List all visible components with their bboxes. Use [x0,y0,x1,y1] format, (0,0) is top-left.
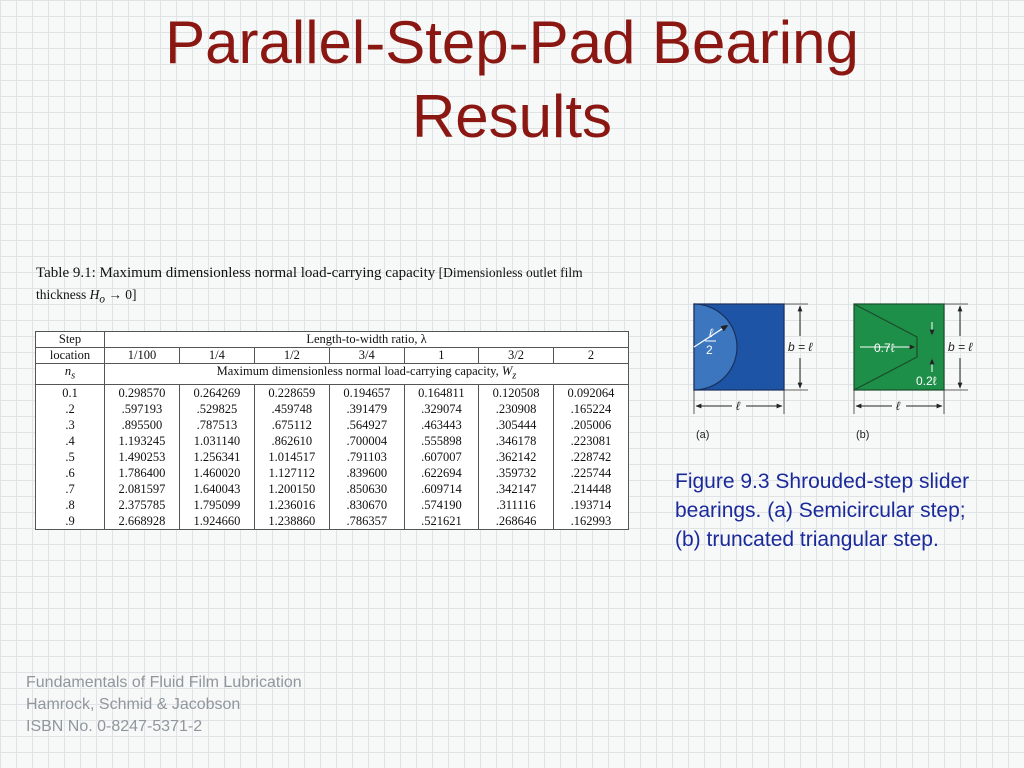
table-caption-lead: Table 9.1: Maximum dimensionless normal load-carrying capacity [36,265,436,281]
label-0.7l: 0.7ℓ [874,341,895,355]
results-table [35,331,629,530]
table-caption [36,262,636,311]
capacity-cell: 2.081597 [105,481,180,497]
capacity-cell: .607007 [404,449,478,465]
capacity-cell: .622694 [404,465,478,481]
capacity-cell: 1.238860 [254,513,329,530]
capacity-cell: .700004 [329,433,404,449]
step-subscript: s [71,370,76,382]
capacity-cell: .346178 [479,433,554,449]
table-row [36,401,629,417]
table-row [36,465,629,481]
step-location-cell: .9 [36,513,105,530]
capacity-cell: 0.228659 [254,384,329,401]
header-row-3 [36,364,629,385]
capacity-cell: .223081 [553,433,628,449]
figure-caption: Figure 9.3 Shrouded-step slider bearings. (a) Semicircular step; (b) truncated triangular step. [675,470,970,551]
capacity-cell: 0.264269 [179,384,254,401]
slide-title [0,6,1024,154]
label-b: (b) [856,429,870,441]
footer-book-title: Fundamentals of Fluid Film Lubrication [26,674,302,691]
capacity-cell: 1.031140 [179,433,254,449]
step-symbol: n [64,364,72,378]
capacity-cell: .555898 [404,433,478,449]
capacity-cell: 1.236016 [254,497,329,513]
step-location-cell: .7 [36,481,105,497]
table-caption-tail: → 0] [108,287,137,302]
bearing-diagrams [680,296,1000,444]
capacity-cell: 1.014517 [254,449,329,465]
capacity-cell: .342147 [479,481,554,497]
capacity-cell: .214448 [553,481,628,497]
footer-isbn: ISBN No. 0-8247-5371-2 [26,718,203,735]
capacity-cell: 1.490253 [105,449,180,465]
capacity-cell: 1.795099 [179,497,254,513]
capacity-cell: .839600 [329,465,404,481]
table-row [36,513,629,530]
table-row [36,417,629,433]
capacity-cell: .521621 [404,513,478,530]
label-a: (a) [696,429,710,441]
footer-authors: Hamrock, Schmid & Jacobson [26,696,241,713]
capacity-cell: .193714 [553,497,628,513]
bearing-figure [680,296,1000,449]
capacity-cell: 2.668928 [105,513,180,530]
length-label-b: ℓ [896,399,900,413]
ratio-cell: 2 [553,348,628,364]
step-location-cell: .3 [36,417,105,433]
header-row-1 [36,332,629,348]
capacity-cell: 1.256341 [179,449,254,465]
capacity-cell: .529825 [179,401,254,417]
capacity-subscript: z [512,370,517,382]
capacity-cell: .162993 [553,513,628,530]
table-row [36,433,629,449]
ratio-header: Length-to-width ratio, λ [105,332,629,348]
table-row [36,481,629,497]
capacity-cell: .862610 [254,433,329,449]
capacity-cell: .459748 [254,401,329,417]
step-location-cell: .4 [36,433,105,449]
capacity-cell: .574190 [404,497,478,513]
ratio-cell: 1 [404,348,478,364]
table-row [36,449,629,465]
table-body [36,384,629,529]
capacity-cell: 0.194657 [329,384,404,401]
diagram-a [694,304,813,441]
capacity-cell: .391479 [329,401,404,417]
capacity-cell: 1.786400 [105,465,180,481]
capacity-symbol: W [501,364,513,378]
width-label-a: b = ℓ [788,340,813,354]
ratio-cell: 1/4 [179,348,254,364]
capacity-cell: .165224 [553,401,628,417]
capacity-cell: .225744 [553,465,628,481]
diagram-b [854,304,973,441]
table-row [36,384,629,401]
capacity-cell: 0.298570 [105,384,180,401]
capacity-cell: .311116 [479,497,554,513]
radius-denominator: 2 [706,343,713,357]
capacity-cell: .895500 [105,417,180,433]
capacity-cell: .675112 [254,417,329,433]
capacity-cell: 0.164811 [404,384,478,401]
capacity-cell: .362142 [479,449,554,465]
caption-symbol: H [89,287,100,302]
capacity-cell: .791103 [329,449,404,465]
capacity-cell: 1.924660 [179,513,254,530]
capacity-cell: .597193 [105,401,180,417]
step-header [36,332,105,348]
capacity-cell: 1.460020 [179,465,254,481]
step-header-location: location [36,348,105,364]
title-line-2: Results [411,83,613,150]
capacity-cell: .830670 [329,497,404,513]
ratio-cell: 3/4 [329,348,404,364]
step-location-cell: .5 [36,449,105,465]
header-row-2 [36,348,629,364]
capacity-cell: 0.120508 [479,384,554,401]
footer [26,672,302,738]
ratio-cell: 3/2 [479,348,554,364]
radius-numerator: ℓ [709,326,713,340]
capacity-cell: .787513 [179,417,254,433]
step-location-cell: .6 [36,465,105,481]
capacity-cell: .609714 [404,481,478,497]
capacity-cell: .268646 [479,513,554,530]
capacity-header-text: Maximum dimensionless normal load-carrying capacity, [216,364,499,378]
step-header-line-1: Step [58,332,82,346]
capacity-cell: 2.375785 [105,497,180,513]
capacity-cell: .230908 [479,401,554,417]
caption-subscript: o [99,293,105,306]
title-line-1: Parallel-Step-Pad Bearing [165,9,859,76]
length-label-a: ℓ [736,399,740,413]
capacity-cell: .359732 [479,465,554,481]
capacity-cell: 1.127112 [254,465,329,481]
label-0.2l: 0.2ℓ [916,374,937,388]
step-location-cell: .8 [36,497,105,513]
table-row [36,497,629,513]
width-label-b: b = ℓ [948,340,973,354]
capacity-cell: .305444 [479,417,554,433]
step-location-cell: .2 [36,401,105,417]
capacity-cell: .850630 [329,481,404,497]
capacity-header [105,364,629,385]
capacity-cell: .329074 [404,401,478,417]
capacity-cell: 1.200150 [254,481,329,497]
ratio-cell: 1/2 [254,348,329,364]
table-caption-rest: [Dimensionless outlet film thickness [36,265,583,302]
capacity-cell: .564927 [329,417,404,433]
step-symbol-cell [36,364,105,385]
capacity-cell: 1.640043 [179,481,254,497]
capacity-cell: 1.193245 [105,433,180,449]
step-location-cell: 0.1 [36,384,105,401]
capacity-cell: .205006 [553,417,628,433]
capacity-cell: .463443 [404,417,478,433]
capacity-cell: 0.092064 [553,384,628,401]
capacity-cell: .786357 [329,513,404,530]
capacity-cell: .228742 [553,449,628,465]
ratio-cell: 1/100 [105,348,180,364]
